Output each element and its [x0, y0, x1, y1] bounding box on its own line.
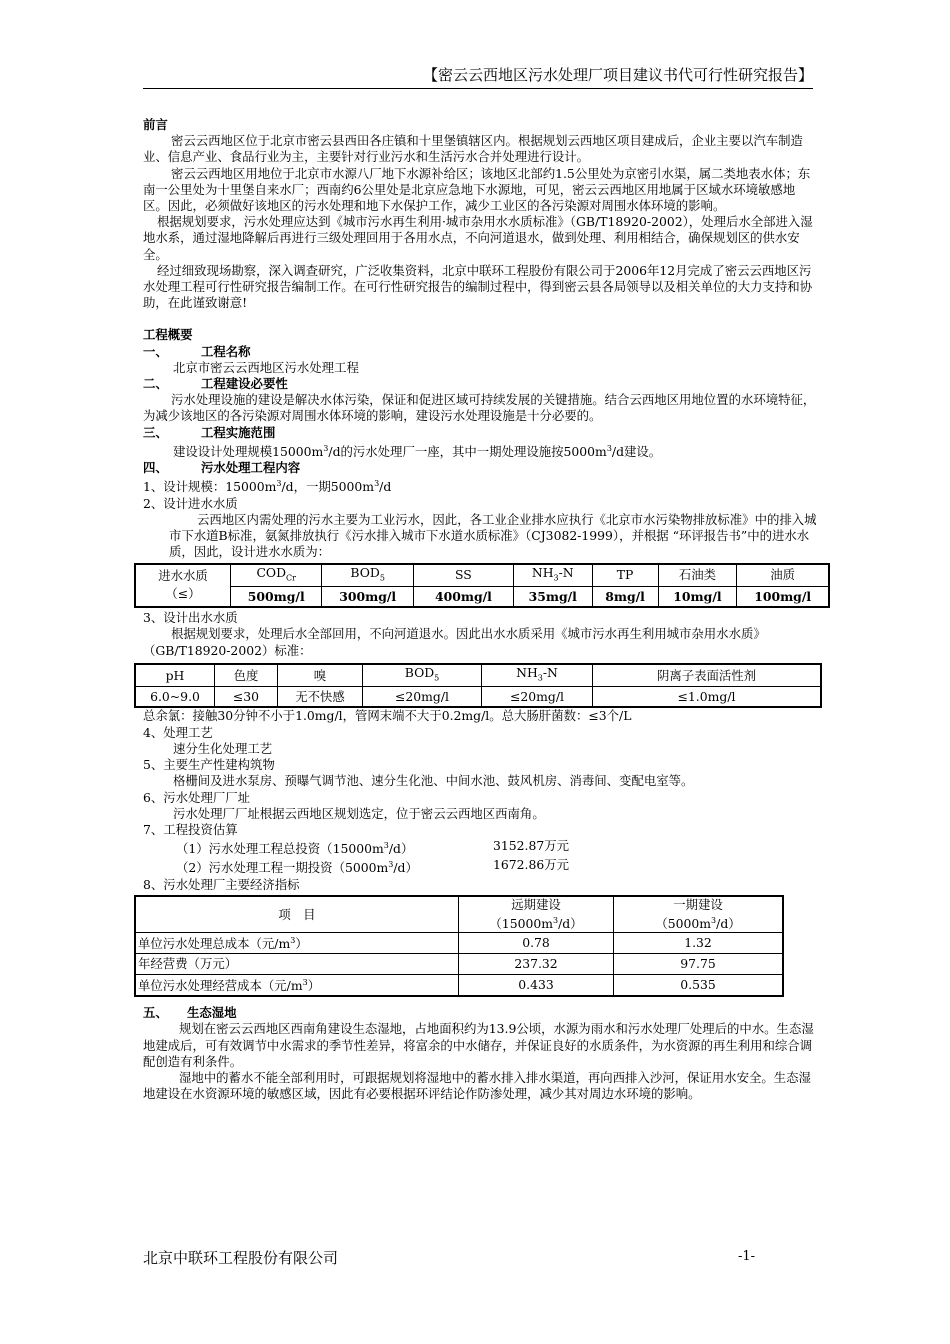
row-label: 单位污水处理总成本（元$/m^3$） [135, 933, 459, 954]
preface-paragraph-2: 密云云西地区用地位于北京市水源八厂地下水源补给区；该地区北部约1.5公里处为京密引水渠，属二类地表水体；东南一公里处为十里堡自来水厂；西南约6公里处是北京应急地下水源地，可见，密云云西地区用地属于区域水环境敏感地区。因此，必须做好该地区的污水处理和地下水保护工作，减少工业区的各污染源对周围水体环境的影响。 [143, 165, 811, 214]
item-3-text: 根据规划要求，处理后水全部回用，不向河道退水。因此出水水质采用《城市污水再生利用城市杂用水水质》（GB/T18920-2002）标准： [143, 626, 766, 658]
preface-heading: 前言 [143, 117, 168, 132]
effluent-quality-table [134, 663, 822, 709]
item-3-heading: 3、设计出水水质 [143, 610, 238, 626]
section-5-heading [143, 1005, 819, 1021]
item-2-text: 云西地区内需处理的污水主要为工业污水，因此，各工业企业排水应执行《北京市水污染物排放标准》中的排入城市下水道B标准，氨氮排放执行《污水排入城市下水道水质标准》（CJ3082-1999），并根据 “环评报告书”中的进水水质，因此，设计进水水质为： [169, 511, 817, 560]
influent-value: 300mg/l [322, 587, 413, 608]
item-2-heading: 2、设计进水水质 [143, 495, 238, 511]
influent-value: 8mg/l [592, 587, 658, 608]
investment-value: 3152.87万元 [493, 838, 570, 854]
section-number: 三、 [143, 424, 168, 440]
section-3-heading [143, 425, 819, 441]
header-odor: 嗅 [278, 664, 363, 687]
item-5-heading: 5、主要生产性建构筑物 [143, 757, 275, 773]
preface-paragraph-3: 根据规划要求，污水处理应达到《城市污水再生利用·城市杂用水水质标准》（GB/T18920-2002），处理后水全部进入湿地水系，通过湿地降解后再进行三级处理回用于各用水点，不向河道退水，做到处理、利用相结合，确保规划区的供水安全。 [143, 214, 813, 262]
header-long-term: 远期建设 $(15000m^3/d)$ [459, 896, 614, 933]
chlorine-note: 总余氯：接触30分钟不小于1.0mg/l，管网末端不大于0.2mg/l。总大肠肝菌数：≤3个/L [143, 708, 632, 724]
section-number: 五、 [143, 1005, 168, 1021]
header-tp: TP [592, 564, 658, 587]
item-8-heading: 8、污水处理厂主要经济指标 [143, 876, 300, 892]
section-3-text: 建设设计处理规模$15000m^3/d$的污水处理厂一座，其中一期处理设施按$5000m^3/d$建设。 [173, 443, 662, 459]
header-surfactant: 阴离子表面活性剂 [593, 664, 822, 687]
section-1-text: 北京市密云云西地区污水处理工程 [173, 359, 359, 375]
footer-company: 北京中联环工程股份有限公司 [143, 1249, 339, 1267]
section-number: 二、 [143, 376, 168, 392]
item-7-heading: 7、工程投资估算 [143, 821, 238, 837]
investment-row-total: （1）污水处理工程总投资$(15000m^3/d)$ 3152.87万元 [176, 838, 570, 857]
section-4-heading [143, 460, 819, 476]
document-body [138, 117, 819, 1102]
table-row [135, 933, 783, 954]
effluent-value: ≤20mg/l [482, 687, 593, 708]
wetland-paragraph-1: 规划在密云云西地区西南角建设生态湿地，占地面积约为13.9公顷，水源为雨水和污水处理厂处理后的中水。生态湿地建成后，可有效调节中水需求的季节性差异，将富余的中水储存，并保证良好的水质条件，为水资源的再生利用和综合调配创造有利条件。 [143, 1021, 814, 1069]
header-phase-1: 一期建设 $(5000m^3/d)$ [614, 896, 784, 933]
row-label: 单位污水处理经营成本（元$/m^3$） [135, 975, 459, 997]
effluent-value: ≤1.0mg/l [593, 687, 822, 708]
influent-value: 100mg/l [737, 587, 829, 608]
influent-value: 400mg/l [413, 587, 513, 608]
influent-quality-table [134, 563, 830, 609]
header-nh3n: $NH_3-N$ [482, 664, 593, 687]
wetland-paragraph-2: 湿地中的蓄水不能全部利用时，可跟据规划将湿地中的蓄水排入排水渠道，再向西排入沙河，保证用水安全。生态湿地建设在水资源环境的敏感区域，因此有必要根据环评结论作防渗处理，减少其对周边水环境的影响。 [143, 1069, 811, 1102]
row-value: 237.32 [459, 954, 614, 975]
section-1-heading [143, 344, 819, 360]
item-6-heading: 6、污水处理厂厂址 [143, 789, 251, 805]
investment-value: 1672.86万元 [493, 857, 570, 873]
influent-value: 10mg/l [658, 587, 737, 608]
header-rule [143, 88, 813, 89]
header-oil: 油质 [737, 564, 829, 587]
item-4-text: 速分生化处理工艺 [173, 740, 273, 756]
effluent-value: ≤20mg/l [363, 687, 482, 708]
influent-value: 500mg/l [231, 587, 322, 608]
economic-indicators-table [134, 895, 784, 997]
item-5-text: 格栅间及进水泵房、预曝气调节池、速分生化池、中间水池、鼓风机房、消毒间、变配电室等。 [173, 773, 694, 789]
header-bod5: $BOD_5$ [363, 664, 482, 687]
item-4-heading: 4、处理工艺 [143, 724, 213, 740]
header-nh3n: $NH_3-N$ [513, 564, 592, 587]
row-value: 0.78 [459, 933, 614, 954]
overview-heading: 工程概要 [143, 327, 193, 343]
page-number: -1- [738, 1249, 756, 1264]
influent-value: 35mg/l [513, 587, 592, 608]
section-number: 一、 [143, 343, 168, 359]
header-petroleum: 石油类 [658, 564, 737, 587]
row-value: 1.32 [614, 933, 784, 954]
row-value: 97.75 [614, 954, 784, 975]
header-ss: SS [413, 564, 513, 587]
preface-paragraph-1: 密云云西地区位于北京市密云县西田各庄镇和十里堡镇辖区内。根据规划云西地区项目建成后，企业主要以汽车制造业、信息产业、食品行业为主，主要针对行业污水和生活污水合并处理进行设计。 [143, 133, 803, 165]
section-title: 工程建设必要性 [201, 376, 288, 392]
header-bod5: $BOD_5$ [322, 564, 413, 587]
table-row [135, 975, 783, 997]
investment-row-phase1: （2）污水处理工程一期投资$(5000m^3/d)$ 1672.86万元 [176, 857, 570, 876]
influent-row-header: 进水水质 （≤） [135, 564, 231, 608]
section-title: 工程名称 [201, 343, 251, 359]
header-color: 色度 [215, 664, 278, 687]
section-2-heading [143, 376, 819, 392]
section-title: 污水处理工程内容 [201, 460, 301, 476]
row-label: 年经营费（万元） [135, 954, 459, 975]
row-value: 0.535 [614, 975, 784, 997]
header-ph: pH [135, 664, 215, 687]
effluent-value: 无不快感 [278, 687, 363, 708]
preface-paragraph-4: 经过细致现场勘察，深入调查研究，广泛收集资料，北京中联环工程股份有限公司于2006年12月完成了密云云西地区污水处理工程可行性研究报告编制工作。在可行性研究报告的编制过程中，得到密云县各局领导以及相关单位的大力支持和协助，在此谨致谢意! [143, 262, 813, 311]
row-value: 0.433 [459, 975, 614, 997]
header-cod: $COD_{Cr}$ [231, 564, 322, 587]
section-2-text: 污水处理设施的建设是解决水体污染，保证和促进区域可持续发展的关键措施。结合云西地区用地位置的水环境特征，为减少该地区的各污染源对周围水体环境的影响，建设污水处理设施是十分必要的。 [143, 392, 816, 424]
section-number: 四、 [143, 460, 168, 476]
effluent-value: ≤30 [215, 687, 278, 708]
item-1-design-scale: 1、设计规模：$15000m^3/d$，一期$5000m^3/d$ [143, 479, 392, 495]
item-6-text: 污水处理厂厂址根据云西地区规划选定，位于密云云西地区西南角。 [173, 805, 545, 821]
header-item: 项 目 [135, 896, 459, 933]
section-title: 生态湿地 [187, 1005, 237, 1021]
table-row [135, 954, 783, 975]
section-title: 工程实施范围 [201, 424, 276, 440]
header-title: 【密云云西地区污水处理厂项目建议书代可行性研究报告】 [422, 66, 813, 84]
effluent-value: 6.0~9.0 [135, 687, 215, 708]
